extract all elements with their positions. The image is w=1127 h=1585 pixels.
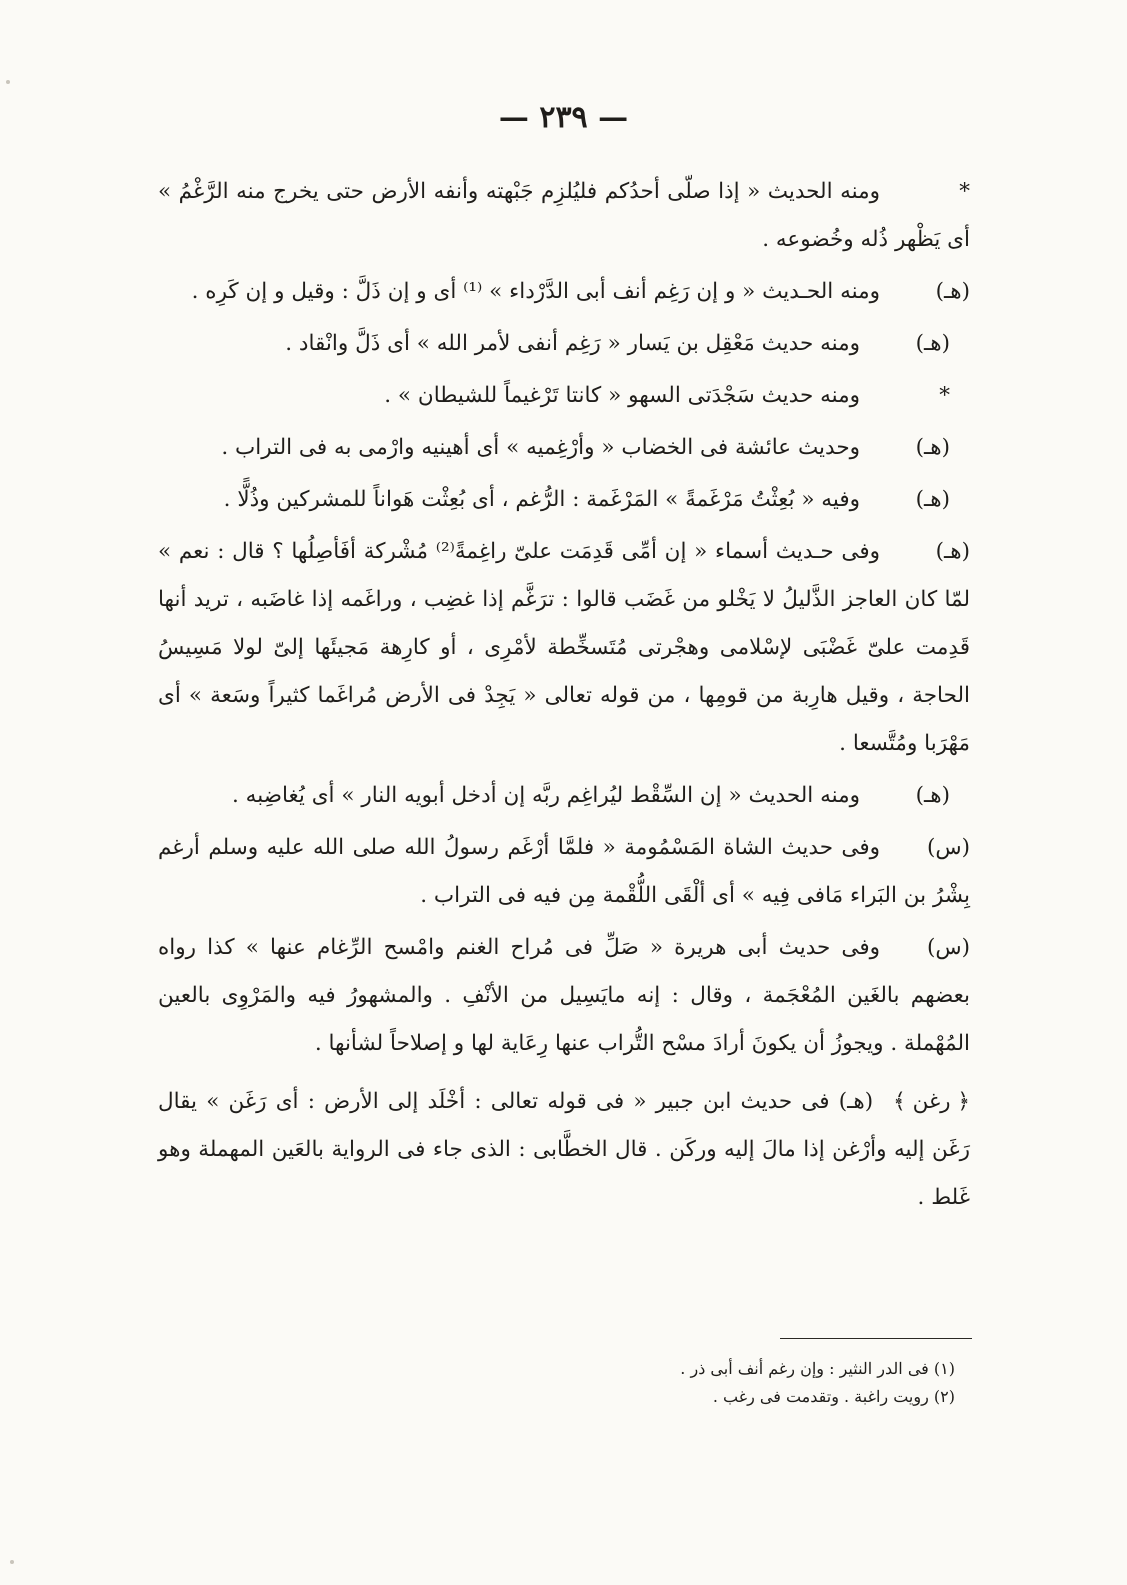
- paragraph-1: [158, 168, 970, 264]
- paragraph-marker: (س): [926, 935, 970, 960]
- paragraph-11: [158, 1078, 970, 1222]
- paragraph-6: [158, 476, 970, 524]
- paragraph-marker: *: [939, 383, 950, 408]
- paragraph-text: وحديث عائشة فى الخضاب « وأرْغِميه » أى أهينيه وارْمى به فى التراب .: [221, 435, 860, 460]
- page-number: — ٢٣٩ —: [498, 100, 629, 135]
- footnote-1: (١) فى الدر النثير : وإن رغم أنف أبى ذر .: [680, 1359, 955, 1378]
- paragraph-marker: (هـ): [935, 539, 970, 564]
- paragraph-marker: (هـ): [915, 487, 950, 512]
- paragraph-9: [158, 824, 970, 920]
- paragraph-3: [158, 320, 970, 368]
- paragraph-marker: (هـ): [935, 279, 970, 304]
- paragraph-text: ومنه الحديث « إذا صلّى أحدُكم فليُلزِم جَبْهته وأنفه الأرض حتى يخرج منه الرَّغْمُ » أى يَظْهر ذُله وخُضوعه .: [158, 179, 970, 252]
- body-text: [158, 168, 970, 1226]
- footnotes: [560, 1355, 955, 1411]
- paragraph-text: وفى حديث أبى هريرة « صَلِّ فى مُراح الغنم وامْسح الرِّغام عنها » كذا رواه بعضهم بالغَين المُعْجَمة ، وقال : إنه مايَسِيل من الأنْفِ . والمشهورُ فيه والمَرْوِى بالعين المُهْملة . ويجوزُ أن يكونَ أرادَ مسْح التُّراب عنها رِعَاية لها و إصلاحاً لشأنها .: [158, 935, 970, 1056]
- paragraph-text: وفى حـديث أسماء « إن أمِّى قَدِمَت علىّ راغِمةً⁽²⁾ مُشْركة أفَأصِلُها ؟ قال : نعم » لمّا كان العاجز الذَّليلُ لا يَخْلو من غَضَب قالوا : ترَغَّم إذا غضِب ، وراغَمه إذا غاضَبه ، تريد أنها قَدِمت علىّ غَضْبَى لإسْلامى وهجْرتى مُتَسخِّطة لأمْرِى ، أو كارِهة مَجيئَها إلىّ لولا مَسِيسُ الحاجة ، وقيل هارِبة من قومِها ، من قوله تعالى « يَجِدْ فى الأرض مُراغَما كثيراً وسَعة » أى مَهْرَبا ومُتَّسعا .: [158, 539, 970, 756]
- footnote-2: (٢) رويت راغبة . وتقدمت فى رغب .: [712, 1387, 955, 1406]
- paragraph-marker: (هـ): [915, 783, 950, 808]
- paragraph-8: [158, 772, 970, 820]
- paragraph-2: [158, 268, 970, 316]
- entry-heading: ﴿ رغن ﴾: [893, 1089, 970, 1114]
- footnote-divider: [780, 1338, 972, 1339]
- paragraph-5: [158, 424, 970, 472]
- paragraph-marker: *: [959, 179, 970, 204]
- scan-speck: [10, 1560, 14, 1564]
- paragraph-marker: (هـ): [915, 331, 950, 356]
- paragraph-4: [158, 372, 970, 420]
- paragraph-text: وفى حديث الشاة المَسْمُومة « فلمَّا أرْغَم رسولُ الله صلى الله عليه وسلم أرغم بِشْرُ بن البَراء مَافى فِيه » أى ألْقَى اللُّقْمة مِن فيه فى التراب .: [158, 835, 970, 908]
- paragraph-text: ومنه الحديث « إن السِّقْط ليُراغِم ربَّه إن أدخل أبويه النار » أى يُغاضِبه .: [232, 783, 860, 808]
- paragraph-marker: (هـ): [915, 435, 950, 460]
- paragraph-text: ومنه الحـديث « و إن رَغِم أنف أبى الدَّرْداء » ⁽¹⁾ أى و إن ذَلَّ : وقيل و إن كَرِه .: [191, 279, 880, 304]
- paragraph-10: [158, 924, 970, 1068]
- paragraph-text: وفيه « بُعِثْتُ مَرْغَمةً » المَرْغَمة : الرُّغم ، أى بُعِثْت هَواناً للمشركين وذُلًّا .: [223, 487, 860, 512]
- paragraph-7: [158, 528, 970, 768]
- paragraph-text: ومنه حديث سَجْدَتى السهو « كانتا تَرْغيماً للشيطان » .: [384, 383, 860, 408]
- paragraph-text: (هـ) فى حديث ابن جبير « فى قوله تعالى : أخْلَد إلى الأرض : أى رَغَن » يقال رَغَن إليه وأرْغن إذا مالَ إليه وركَن . قال الخطَّابى : الذى جاء فى الرواية بالعَين المهملة وهو غَلط .: [158, 1089, 970, 1210]
- scan-speck: [6, 80, 10, 84]
- paragraph-marker: (س): [926, 835, 970, 860]
- paragraph-text: ومنه حديث مَعْقِل بن يَسار « رَغِم أنفى لأمر الله » أى ذَلَّ وانْقاد .: [285, 331, 860, 356]
